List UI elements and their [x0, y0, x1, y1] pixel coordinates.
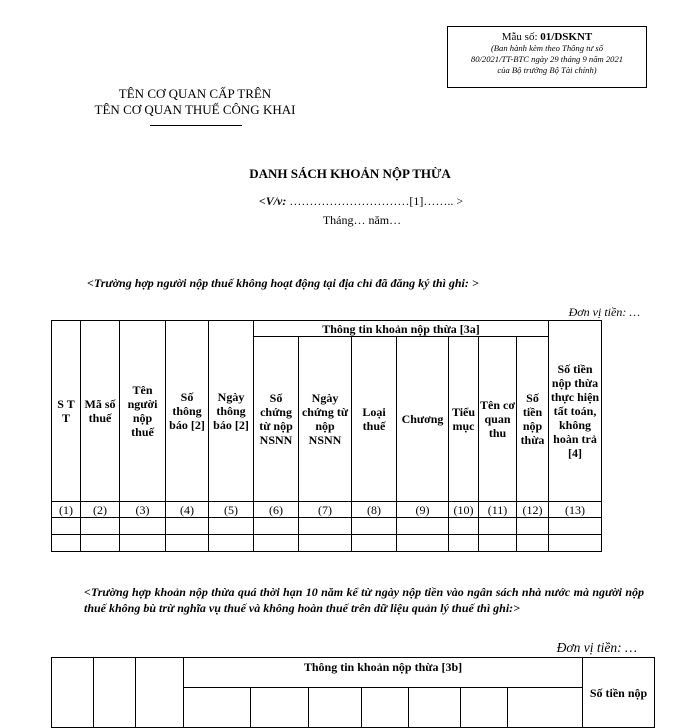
- col-header: Ngày thông báo [2]: [209, 321, 254, 502]
- group-header: Thông tin khoản nộp thừa [3b]: [184, 658, 583, 688]
- table-row: [52, 535, 602, 552]
- col-header: Tiểu mục: [449, 337, 479, 502]
- col-header: Mã số thuế: [81, 321, 120, 502]
- col-number: (4): [166, 502, 209, 518]
- col-number: (6): [254, 502, 299, 518]
- agency-header: [70, 86, 320, 118]
- document-title: DANH SÁCH KHOẢN NỘP THỪA: [249, 166, 451, 181]
- superior-agency: TÊN CƠ QUAN CẤP TRÊN: [118, 86, 272, 101]
- table-row: [52, 518, 602, 535]
- form-note-line: 80/2021/TT-BTC ngày 29 tháng 9 năm 2021: [470, 54, 624, 64]
- col-header: Loại thuế: [352, 337, 397, 502]
- col-header: Chương: [397, 337, 449, 502]
- tax-office-name: TÊN CƠ QUAN THUẾ CÔNG KHAI: [94, 102, 296, 117]
- col-number: (2): [81, 502, 120, 518]
- col-number: (13): [549, 502, 602, 518]
- column-number-row: [52, 502, 602, 518]
- col-header: Tên người nộp thuế: [120, 321, 166, 502]
- currency-unit-b: Đơn vị tiền: …: [556, 640, 637, 655]
- col-number: (12): [517, 502, 549, 518]
- col-number: (10): [449, 502, 479, 518]
- col-number: (7): [299, 502, 352, 518]
- col-header: Số thông báo [2]: [166, 321, 209, 502]
- form-code-box: [447, 26, 647, 88]
- case-a-note: <Trường hợp người nộp thuế không hoạt động tại địa chỉ đã đăng ký thì ghi: >: [87, 276, 479, 290]
- col-header: Tên cơ quan thu: [479, 337, 517, 502]
- group-header: Thông tin khoản nộp thừa [3a]: [254, 321, 549, 337]
- form-code: Mẫu số: 01/DSKNT: [501, 31, 593, 43]
- col-number: (1): [52, 502, 81, 518]
- col-header: Ngày chứng từ nộp NSNN: [299, 337, 352, 502]
- col-header: Số tiền nộp thừa thực hiện tất toán, không hoàn trả [4]: [549, 321, 602, 502]
- col-number: (9): [397, 502, 449, 518]
- table-b: [51, 657, 655, 728]
- subject-line: <V/v: …………………………[1]…….. >: [258, 194, 464, 208]
- case-b-note: <Trường hợp khoản nộp thừa quá thời hạn 10 năm kể từ ngày nộp tiền vào ngân sách nhà nước mà người nộp thuế không bù trừ nghĩa vụ thuế và không hoàn thuế trên dữ liệu quản lý thuế thì ghi:>: [84, 585, 644, 615]
- col-number: (3): [120, 502, 166, 518]
- form-note-line: (Ban hành kèm theo Thông tư số: [490, 43, 604, 53]
- table-a: [51, 320, 602, 552]
- period-line: Tháng… năm…: [322, 213, 402, 227]
- col-header: Số tiền nộp thừa: [517, 337, 549, 502]
- col-header: S T T: [52, 321, 81, 502]
- currency-unit-a: Đơn vị tiền: …: [568, 305, 640, 319]
- col-number: (5): [209, 502, 254, 518]
- col-header: Số chứng từ nộp NSNN: [254, 337, 299, 502]
- header-underline: [150, 125, 242, 126]
- col-number: (8): [352, 502, 397, 518]
- form-note-line: của Bộ trưởng Bộ Tài chính): [497, 65, 597, 75]
- col-number: (11): [479, 502, 517, 518]
- col-header: Số tiền nộp: [583, 658, 655, 728]
